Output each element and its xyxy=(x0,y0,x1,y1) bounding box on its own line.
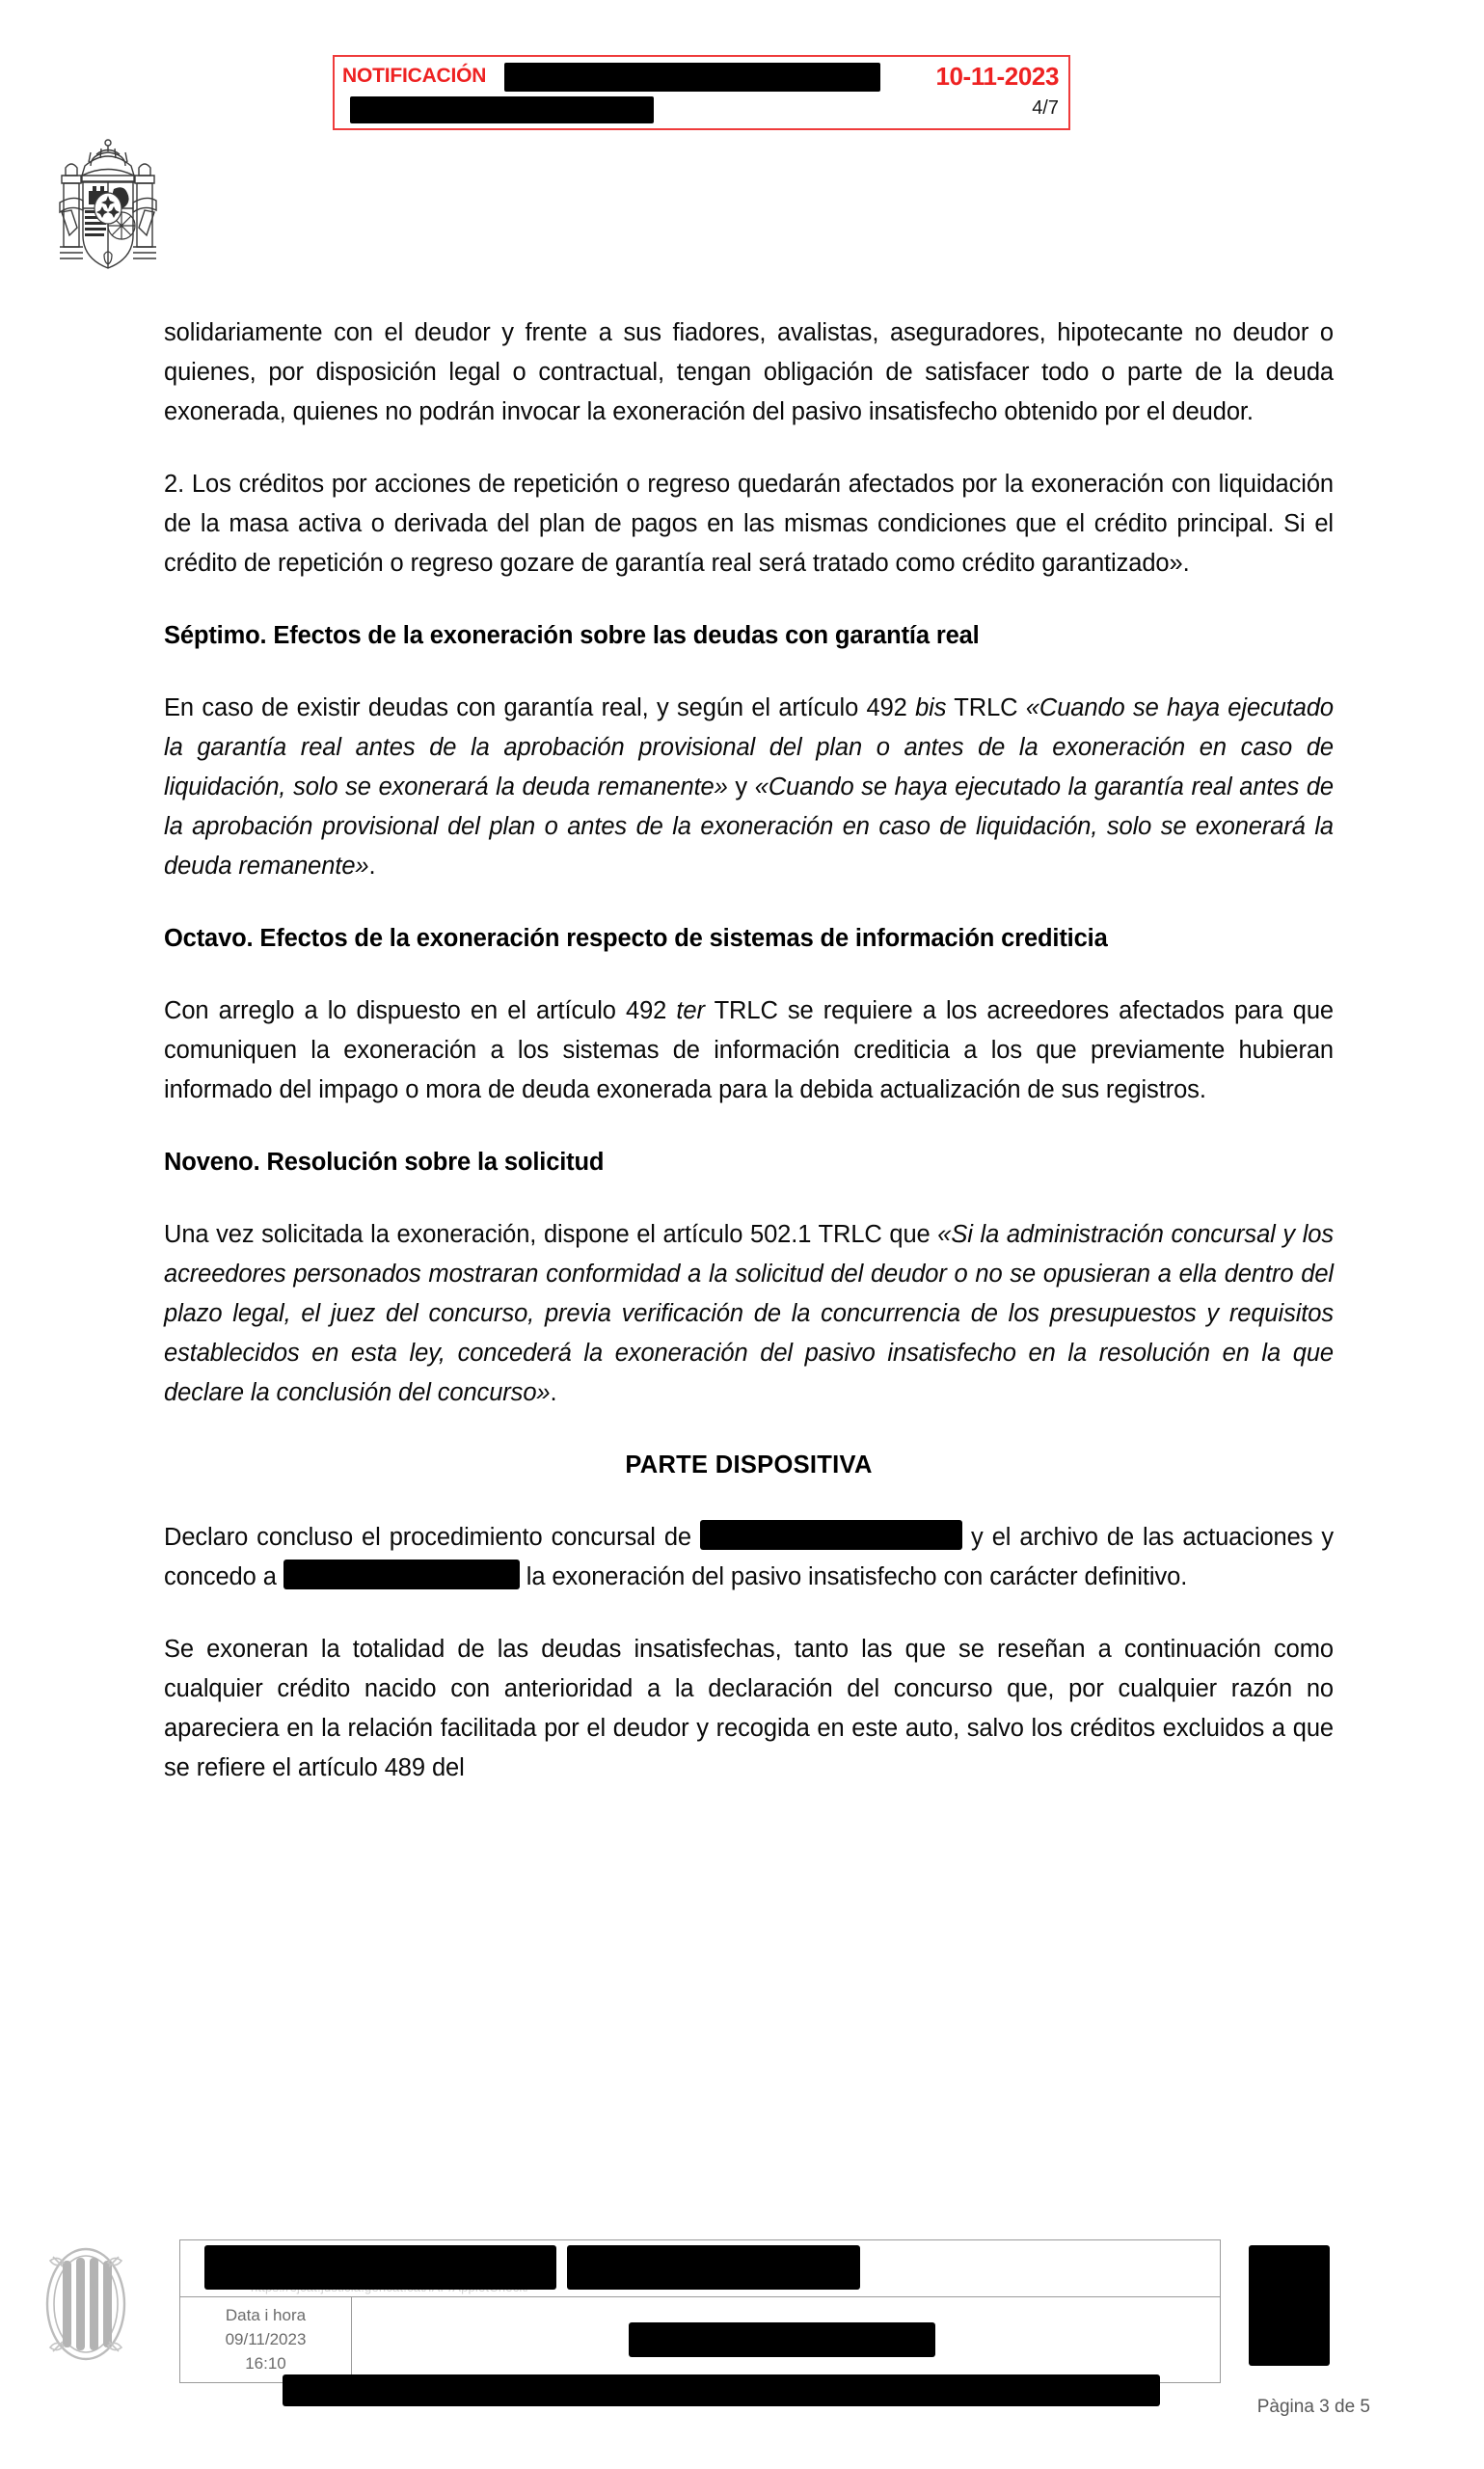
paragraph-6 xyxy=(164,1518,1334,1597)
p4-ter: ter xyxy=(676,997,705,1024)
heading-noveno: Noveno. Resolución sobre la solicitud xyxy=(164,1149,605,1176)
stamp-date: 10-11-2023 xyxy=(935,62,1059,91)
generalitat-de-catalunya-icon xyxy=(44,2245,127,2363)
p5-quote: «Si la administración concursal y los acreedores personados mostraran conformidad a la solicitud del deudor o no se opusieran a ella dentro del plazo legal, el juez del concurso, previa verificación de la concurrencia de los presupuestos y requisitos establecidos en esta ley, concederá la exoneración del pasivo insatisfecho en la resolución en la que declare la conclusión del concurso» xyxy=(164,1221,1334,1406)
redaction-bar-stamp-1 xyxy=(504,63,880,92)
paragraph-5 xyxy=(164,1215,1334,1413)
document-footer xyxy=(0,2209,1484,2469)
p3-quote-2: «Cuando se haya ejecutado la garantía real antes de la aprobación provisional del plan o antes de la exoneración en caso de liquidación, solo se exonerará la deuda remanente» xyxy=(164,773,1335,880)
paragraph-4 xyxy=(164,991,1334,1110)
p3-bis: bis xyxy=(915,694,947,721)
escudo-de-espana-icon xyxy=(46,133,170,278)
paragraph-7: Se exoneran la totalidad de las deudas insatisfechas, tanto las que se reseñan a continuación como cualquier crédito nacido con anterioridad a la declaración del concurso que, por cualquier razón no apareciera en la relación facilitada por el deudor y recogida en este auto, salvo los créditos excluidos a que se refiere el artículo 489 del xyxy=(164,1636,1334,1781)
p3-mid: TRLC xyxy=(946,694,1026,721)
p4-pre: Con arreglo a lo dispuesto en el artículo 492 xyxy=(164,997,677,1024)
redaction-bar-debtor-2 xyxy=(283,1560,520,1589)
redaction-bar-footer-signer xyxy=(629,2322,935,2357)
p3-quote-1: «Cuando se haya ejecutado la garantía real antes de la aprobación provisional del plan o antes de la exoneración en caso de liquidación, solo se exonerará la deuda remanente» xyxy=(164,694,1334,800)
sig-date-label: Data i hora xyxy=(225,2306,307,2324)
stamp-label: NOTIFICACIÓN xyxy=(342,65,487,87)
heading-septimo: Séptimo. Efectos de la exoneración sobre las deudas con garantía real xyxy=(164,622,980,649)
paragraph-1: solidariamente con el deudor y frente a sus fiadores, avalistas, aseguradores, hipotecante no deudor o quienes, por disposición legal o contractual, tengan obligación de satisfacer todo o parte de la deuda exonerada, quienes no podrán invocar la exoneración del pasivo insatisfecho obtenido por el deudor. xyxy=(164,319,1334,425)
document-body xyxy=(164,313,1334,1788)
p6-a: Declaro concluso el procedimiento concursal de xyxy=(164,1524,701,1551)
heading-octavo: Octavo. Efectos de la exoneración respecto de sistemas de información crediticia xyxy=(164,925,1108,952)
redaction-bar-footer-qr xyxy=(1249,2245,1330,2366)
redaction-bar-stamp-2 xyxy=(350,96,654,123)
sig-time-value: 16:10 xyxy=(245,2354,286,2373)
p3-pre: En caso de existir deudas con garantía real, y según el artículo 492 xyxy=(164,694,916,721)
p6-b: y el archivo de las actuaciones y concedo a xyxy=(164,1524,1335,1590)
paragraph-2: 2. Los créditos por acciones de repetición o regreso quedarán afectados por la exoneración con liquidación de la masa activa o derivada del plan de pagos en las mismas condiciones que el crédito principal. Si el crédito de repetición o regreso gozare de garantía real será tratado como crédito garantizado». xyxy=(164,471,1334,577)
p4-post: TRLC se requiere a los acreedores afectados para que comuniquen la exoneración a los sistemas de información crediticia a los que previamente hubieran informado del impago o mora de deuda exonerada para la debida actualización de sus registros. xyxy=(164,997,1334,1103)
paragraph-3 xyxy=(164,689,1334,886)
redaction-bar-footer-bottom xyxy=(283,2374,1160,2406)
stamp-page-count: 4/7 xyxy=(1032,97,1059,119)
p3-end: . xyxy=(368,853,376,880)
redaction-bar-footer-url-2 xyxy=(567,2245,860,2290)
page-number: Pàgina 3 de 5 xyxy=(1256,2397,1370,2417)
sig-cell-datetime xyxy=(180,2297,352,2382)
p5-pre: Una vez solicitada la exoneración, dispone el artículo 502.1 TRLC que xyxy=(164,1221,938,1248)
p5-end: . xyxy=(550,1379,557,1406)
p3-join: y xyxy=(727,773,755,800)
section-title-parte-dispositiva: PARTE DISPOSITIVA xyxy=(625,1452,873,1479)
stamp-left-group xyxy=(342,61,882,128)
notification-stamp xyxy=(333,55,1070,130)
redaction-bar-footer-url-1 xyxy=(204,2245,556,2290)
redaction-bar-debtor-1 xyxy=(700,1520,962,1550)
sig-date-value: 09/11/2023 xyxy=(225,2330,307,2348)
p6-c: la exoneración del pasivo insatisfecho con carácter definitivo. xyxy=(519,1563,1188,1590)
